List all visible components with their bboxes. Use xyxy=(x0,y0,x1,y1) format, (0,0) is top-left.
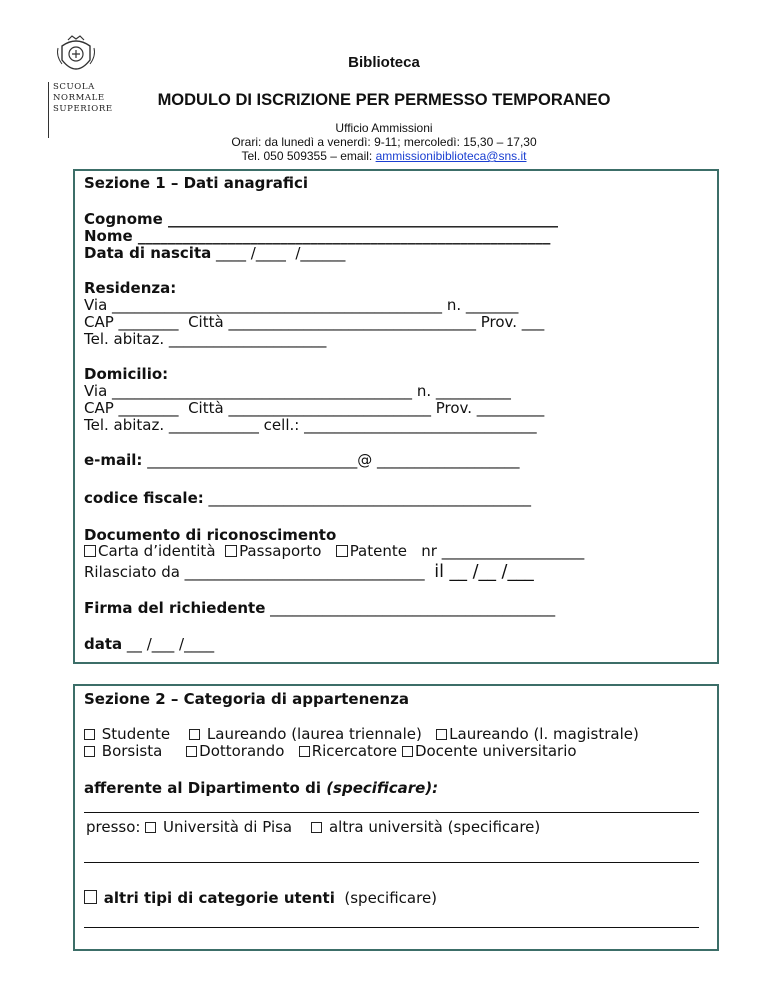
section-1-title: Sezione 1 – Dati anagrafici xyxy=(84,174,309,192)
logo-line-3: SUPERIORE xyxy=(53,104,113,114)
checkbox-altri-utenti[interactable] xyxy=(84,890,97,904)
domicilio-tel-field[interactable]: Tel. abitaz. ____________ cell.: _______________________________ xyxy=(84,416,537,434)
altra-universita-line[interactable] xyxy=(84,862,699,863)
label-studente: Studente xyxy=(101,725,171,743)
nome-field[interactable]: Nome _______________________________________________________ xyxy=(84,227,551,245)
afferente-prefix: afferente al Dipartimento di xyxy=(84,779,327,797)
domicilio-heading: Domicilio: xyxy=(84,365,169,383)
label-universita-pisa: Università di Pisa xyxy=(163,818,293,836)
cognome-field[interactable]: Cognome ____________________________________________________ xyxy=(84,210,559,228)
email-blank[interactable]: ____________________________@ ___________________ xyxy=(142,451,520,469)
label-ricercatore: Ricercatore xyxy=(311,742,398,760)
label-passaporto: Passaporto xyxy=(239,542,322,560)
checkbox-altra-universita[interactable] xyxy=(311,822,322,833)
birthdate-label: Data di nascita xyxy=(84,244,212,262)
data-row[interactable] xyxy=(84,636,214,653)
library-title: Biblioteca xyxy=(348,54,420,71)
label-altri-specificare: (specificare) xyxy=(344,889,438,907)
residenza-heading: Residenza: xyxy=(84,279,177,297)
data-blank[interactable]: __ /___ /____ xyxy=(122,635,215,653)
afferente-italic: (specificare): xyxy=(326,779,439,797)
checkbox-studente[interactable] xyxy=(84,729,95,740)
checkbox-universita-pisa[interactable] xyxy=(145,822,156,833)
data-label: data xyxy=(84,635,123,653)
document-number-field[interactable]: nr ___________________ xyxy=(421,542,585,560)
label-docente: Docente universitario xyxy=(414,742,577,760)
label-carta-identita: Carta d’identità xyxy=(98,542,216,560)
office-hours: Orari: da lunedì a venerdì: 9-11; mercoledì: 15,30 – 17,30 xyxy=(231,135,537,149)
label-borsista: Borsista xyxy=(101,742,163,760)
category-row-1 xyxy=(84,726,639,743)
email-link[interactable]: ammissionibiblioteca@sns.it xyxy=(375,149,527,163)
checkbox-dottorando[interactable] xyxy=(186,746,197,757)
issue-date-field[interactable]: il __ /__ /___ xyxy=(434,562,534,582)
label-altri-utenti: altri tipi di categorie utenti xyxy=(103,889,335,907)
checkbox-laureando-magistrale[interactable] xyxy=(436,729,447,740)
birthdate-row[interactable] xyxy=(84,245,345,262)
form-title: MODULO DI ISCRIZIONE PER PERMESSO TEMPORANEO xyxy=(157,91,611,109)
checkbox-ricercatore[interactable] xyxy=(299,746,310,757)
altri-line[interactable] xyxy=(84,927,699,928)
checkbox-carta-identita[interactable] xyxy=(84,545,96,557)
contact-prefix: Tel. 050 509355 – email: xyxy=(241,149,376,163)
firma-label: Firma del richiedente xyxy=(84,599,266,617)
birthdate-blank[interactable]: ____ /____ /______ xyxy=(211,244,346,262)
document-options xyxy=(84,543,584,560)
section-2-title: Sezione 2 – Categoria di appartenenza xyxy=(84,690,409,708)
codice-fiscale-label: codice fiscale: xyxy=(84,489,204,507)
afferente-label xyxy=(84,780,438,797)
firma-row[interactable] xyxy=(84,600,555,617)
label-laureando-magistrale: Laureando (l. magistrale) xyxy=(449,725,639,743)
label-patente: Patente xyxy=(349,542,407,560)
label-dottorando: Dottorando xyxy=(199,742,285,760)
residenza-tel-field[interactable]: Tel. abitaz. _____________________ xyxy=(84,330,327,348)
logo-line-1: SCUOLA xyxy=(53,82,95,92)
email-row[interactable] xyxy=(84,452,519,469)
label-laureando-triennale: Laureando (laurea triennale) xyxy=(206,725,422,743)
checkbox-patente[interactable] xyxy=(336,545,348,557)
office-contact xyxy=(0,149,768,163)
rilasciato-field[interactable]: Rilasciato da ________________________________ xyxy=(84,563,425,581)
email-label: e-mail: xyxy=(84,451,143,469)
altri-row xyxy=(84,890,437,907)
afferente-line[interactable] xyxy=(84,812,699,813)
checkbox-passaporto[interactable] xyxy=(225,545,237,557)
checkbox-laureando-triennale[interactable] xyxy=(189,729,200,740)
presso-row xyxy=(86,819,540,836)
residenza-via-field[interactable]: Via ____________________________________________ n. _______ xyxy=(84,296,519,314)
office-name: Ufficio Ammissioni xyxy=(335,121,433,135)
codice-fiscale-blank[interactable]: ___________________________________________ xyxy=(203,489,532,507)
document-heading: Documento di riconoscimento xyxy=(84,526,337,544)
logo-line-2: NORMALE xyxy=(53,93,105,103)
domicilio-via-field[interactable]: Via ________________________________________ n. __________ xyxy=(84,382,511,400)
label-altra-universita: altra università (specificare) xyxy=(328,818,541,836)
firma-blank[interactable]: ______________________________________ xyxy=(265,599,556,617)
domicilio-cap-field[interactable]: CAP ________ Città ___________________________ Prov. _________ xyxy=(84,399,545,417)
rilasciato-row[interactable] xyxy=(84,564,534,581)
codice-fiscale-row[interactable] xyxy=(84,490,531,507)
category-row-2 xyxy=(84,743,577,760)
presso-label: presso: xyxy=(86,818,141,836)
checkbox-borsista[interactable] xyxy=(84,746,95,757)
checkbox-docente[interactable] xyxy=(402,746,413,757)
residenza-cap-field[interactable]: CAP ________ Città _________________________________ Prov. ___ xyxy=(84,313,545,331)
